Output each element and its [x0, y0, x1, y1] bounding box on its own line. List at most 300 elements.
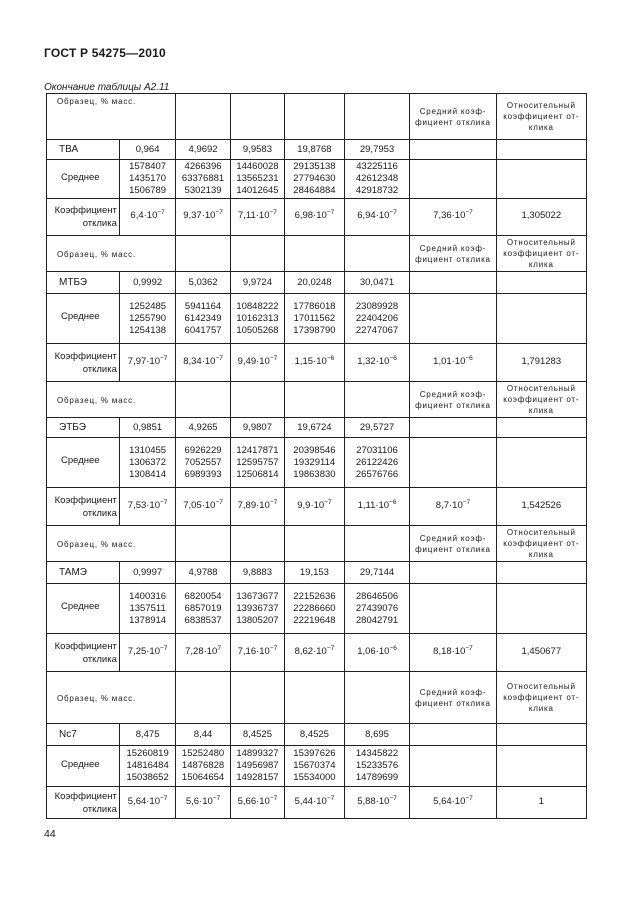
coef-exponent: −7: [160, 644, 168, 652]
concentration-value: 8,695: [344, 724, 410, 746]
peak-area-value: 6857019: [184, 602, 222, 614]
peak-area-cell: [230, 438, 284, 488]
coef-mantissa: 1,11·10: [357, 499, 390, 511]
peak-area-value: 1435170: [129, 173, 167, 184]
peak-area-value: 63376881: [181, 173, 225, 184]
response-coef-value: [344, 787, 410, 819]
peak-area-value: 14789699: [355, 772, 399, 783]
peak-area-cell: [119, 438, 175, 488]
average-label: Среднее: [47, 160, 120, 199]
response-coef-value: [285, 634, 345, 672]
peak-area-value: 14012645: [236, 185, 279, 196]
peak-area-cell: [176, 746, 230, 787]
table-caption: Окончание таблицы А2.11: [44, 82, 170, 93]
coef-exponent: −7: [389, 794, 397, 802]
peak-area-value: 28042791: [355, 614, 399, 626]
average-label: Среднее: [47, 746, 120, 787]
coef-mantissa: 1,06·10: [357, 645, 390, 657]
response-coef-label: Коэффициент отклика: [47, 488, 120, 526]
peak-area-value: 42918732: [355, 185, 399, 196]
coef-exponent: −7: [324, 498, 332, 506]
peak-area-value: 42612348: [355, 173, 399, 184]
peak-area-value: 28646506: [355, 590, 399, 602]
coef-exponent: −7: [389, 208, 397, 216]
concentration-value: 30,0471: [344, 272, 410, 294]
coef-exponent: −7: [269, 794, 278, 802]
peak-area-value: 26576766: [355, 468, 399, 480]
peak-area-row: [47, 160, 587, 199]
rel-coef-value: 1,450677: [496, 634, 586, 672]
coef-mantissa: 7,11·10: [237, 210, 270, 221]
empty-cell: [285, 236, 345, 272]
concentration-value: 9,9724: [230, 272, 284, 294]
concentration-value: 9,8883: [230, 562, 284, 584]
coef-mantissa: 7,05·10: [183, 499, 216, 511]
peak-area-value: 13936737: [236, 602, 279, 614]
sample-header-row: [47, 672, 587, 724]
concentration-value: 8,44: [176, 724, 230, 746]
response-coef-value: [230, 787, 284, 819]
peak-area-value: 15233576: [355, 760, 399, 771]
peak-area-value: 29135138: [293, 161, 336, 172]
response-coef-value: [344, 199, 410, 236]
empty-cell: [496, 584, 586, 634]
peak-area-cell: [344, 294, 410, 344]
empty-cell: [230, 672, 284, 724]
empty-cell: [496, 438, 586, 488]
coef-exponent: −6: [465, 354, 473, 362]
coef-exponent: −7: [465, 644, 473, 652]
peak-area-cell: [119, 746, 175, 787]
response-coef-value: [230, 488, 284, 526]
peak-area-value: 27439076: [355, 602, 399, 614]
peak-area-cell: [176, 160, 230, 199]
empty-cell: [410, 272, 496, 294]
peak-area-value: 22404206: [355, 312, 399, 324]
peak-area-cell: [119, 584, 175, 634]
empty-cell: [496, 724, 586, 746]
compound-name: ТАМЭ: [47, 562, 120, 584]
peak-area-value: 1255790: [129, 312, 167, 324]
peak-area-value: 1252485: [129, 300, 167, 312]
response-coef-value: [344, 488, 410, 526]
concentration-value: 9,9583: [230, 140, 284, 160]
response-coef-row: [47, 634, 587, 672]
coef-exponent: −7: [269, 498, 278, 506]
rel-coef-value: 1,791283: [496, 344, 586, 382]
peak-area-cell: [285, 438, 345, 488]
empty-cell: [410, 746, 496, 787]
compound-name: ТВА: [47, 140, 120, 160]
coef-mantissa: 8,18·10: [433, 645, 466, 657]
concentration-row: [47, 272, 587, 294]
coef-exponent: −7: [326, 208, 335, 216]
peak-area-value: 6926229: [184, 444, 222, 456]
rel-coef-header: Относительный коэффициент от- клика: [496, 526, 586, 562]
response-coef-label: Коэффициент отклика: [47, 787, 120, 819]
peak-area-value: 4266396: [184, 161, 222, 172]
peak-area-value: 12417871: [236, 444, 279, 456]
response-coef-value: [285, 344, 345, 382]
concentration-value: 19,153: [285, 562, 345, 584]
empty-cell: [410, 140, 496, 160]
peak-area-value: 1578407: [129, 161, 167, 172]
peak-area-value: 6989393: [184, 468, 222, 480]
peak-area-value: 27031106: [356, 444, 398, 456]
peak-area-value: 15397626: [293, 748, 336, 759]
peak-area-value: 1506789: [129, 185, 167, 196]
coef-exponent: −7: [465, 208, 473, 216]
avg-coef-value: [410, 634, 496, 672]
response-coef-value: [344, 634, 410, 672]
coef-mantissa: 9,9·10: [297, 499, 325, 511]
peak-area-value: 17011562: [293, 312, 336, 324]
peak-area-value: 19329114: [293, 456, 336, 468]
peak-area-value: 5302139: [184, 185, 222, 196]
peak-area-value: 22219648: [293, 614, 336, 626]
empty-cell: [496, 746, 586, 787]
peak-area-cell: [119, 160, 175, 199]
peak-area-cell: [176, 294, 230, 344]
coef-mantissa: 5,88·10: [357, 795, 390, 807]
coef-mantissa: 1,32·10: [357, 355, 390, 367]
peak-area-value: 14816484: [126, 760, 169, 771]
concentration-value: 5,0362: [176, 272, 230, 294]
empty-cell: [410, 724, 496, 746]
empty-cell: [344, 672, 410, 724]
peak-area-value: 28464884: [293, 185, 336, 196]
rel-coef-header: Относительный коэффициент от- клика: [496, 236, 586, 272]
coef-exponent: −7: [269, 208, 277, 216]
avg-coef-header: Средний коэф- фициент отклика: [410, 94, 496, 140]
coef-mantissa: 7,53·10: [127, 499, 161, 511]
sample-header-row: [47, 382, 587, 418]
empty-cell: [176, 236, 230, 272]
response-coef-value: [285, 488, 345, 526]
peak-area-cell: [285, 746, 345, 787]
peak-area-value: 14956987: [236, 760, 279, 771]
coef-exponent: −7: [157, 208, 165, 216]
coef-exponent: −7: [160, 794, 168, 802]
sample-label: Образец, % масс.: [47, 236, 176, 272]
concentration-value: 4,9788: [176, 562, 230, 584]
avg-coef-value: [410, 344, 496, 382]
empty-cell: [410, 294, 496, 344]
empty-cell: [496, 294, 586, 344]
peak-area-value: 22152636: [293, 590, 336, 602]
response-coef-value: [230, 344, 284, 382]
empty-cell: [176, 672, 230, 724]
peak-area-value: 14876828: [181, 760, 225, 771]
avg-coef-value: [410, 787, 496, 819]
response-coef-row: [47, 344, 587, 382]
peak-area-value: 15064654: [181, 772, 225, 783]
empty-cell: [410, 562, 496, 584]
empty-cell: [344, 94, 410, 140]
document-header: ГОСТ Р 54275—2010: [44, 46, 166, 60]
avg-coef-header: Средний коэф- фициент отклика: [410, 236, 496, 272]
peak-area-value: 13805207: [236, 614, 279, 626]
empty-cell: [285, 672, 345, 724]
peak-area-value: 17786018: [293, 300, 336, 312]
concentration-value: 8,4525: [230, 724, 284, 746]
empty-cell: [230, 526, 284, 562]
coef-exponent: −7: [215, 498, 223, 506]
coef-exponent: −7: [215, 354, 223, 362]
empty-cell: [176, 382, 230, 418]
response-coef-label: Коэффициент отклика: [47, 344, 120, 382]
response-coef-value: [285, 199, 345, 236]
concentration-value: 8,475: [119, 724, 175, 746]
peak-area-cell: [344, 160, 410, 199]
concentration-value: 0,9997: [119, 562, 175, 584]
average-label: Среднее: [47, 438, 120, 488]
peak-area-cell: [285, 160, 345, 199]
coef-exponent: −7: [269, 644, 278, 652]
coef-exponent: −7: [269, 354, 278, 362]
rel-coef-value: 1: [496, 787, 586, 819]
concentration-value: 19,8768: [285, 140, 345, 160]
compound-name: МТБЭ: [47, 272, 120, 294]
peak-area-value: 20398546: [293, 444, 336, 456]
response-coef-row: [47, 199, 587, 236]
response-coef-value: [119, 199, 175, 236]
empty-cell: [496, 562, 586, 584]
response-coef-row: [47, 488, 587, 526]
peak-area-value: 6838537: [184, 614, 222, 626]
response-coef-value: [176, 634, 230, 672]
empty-cell: [410, 160, 496, 199]
coef-mantissa: 5,6·10: [185, 795, 213, 807]
coef-mantissa: 8,62·10: [294, 645, 327, 657]
peak-area-cell: [230, 746, 284, 787]
compound-name: Nc7: [47, 724, 120, 746]
empty-cell: [344, 236, 410, 272]
response-coef-value: [176, 344, 230, 382]
response-coef-value: [176, 787, 230, 819]
peak-area-cell: [119, 294, 175, 344]
coef-mantissa: 6,98·10: [294, 210, 327, 221]
peak-area-value: 15534000: [293, 772, 336, 783]
concentration-row: [47, 140, 587, 160]
empty-cell: [496, 140, 586, 160]
response-coefficient-table: [46, 93, 587, 819]
concentration-row: [47, 418, 587, 438]
response-coef-row: [47, 787, 587, 819]
concentration-value: 29,7144: [344, 562, 410, 584]
coef-exponent: 7: [217, 644, 221, 652]
sample-label: Образец, % масс.: [47, 382, 176, 418]
peak-area-value: 22286660: [293, 602, 336, 614]
peak-area-value: 12506814: [236, 468, 279, 480]
concentration-value: 19,6724: [285, 418, 345, 438]
average-label: Среднее: [47, 294, 120, 344]
sample-header-row: [47, 526, 587, 562]
sample-label: Образец, % масс.: [47, 94, 176, 140]
empty-cell: [496, 418, 586, 438]
peak-area-value: 1308414: [129, 468, 167, 480]
empty-cell: [410, 418, 496, 438]
peak-area-value: 27794630: [293, 173, 336, 184]
peak-area-cell: [344, 438, 410, 488]
coef-mantissa: 7,16·10: [237, 645, 270, 657]
sample-label: Образец, % масс.: [47, 672, 176, 724]
peak-area-value: 1378914: [129, 614, 167, 626]
peak-area-cell: [176, 584, 230, 634]
concentration-value: 0,9851: [119, 418, 175, 438]
sample-label: Образец, % масс.: [47, 526, 176, 562]
response-coef-value: [119, 634, 175, 672]
sample-header-row: [47, 94, 587, 140]
peak-area-value: 13565231: [236, 173, 279, 184]
peak-area-value: 43225116: [356, 161, 398, 172]
concentration-value: 0,964: [119, 140, 175, 160]
empty-cell: [410, 584, 496, 634]
peak-area-value: 26122426: [355, 456, 399, 468]
peak-area-value: 1254138: [129, 324, 167, 336]
response-coef-value: [119, 787, 175, 819]
concentration-value: 0,9992: [119, 272, 175, 294]
rel-coef-header: Относительный коэффициент от- клика: [496, 382, 586, 418]
coef-mantissa: 6,4·10: [130, 210, 158, 221]
peak-area-value: 10505268: [236, 324, 279, 336]
coef-exponent: −7: [212, 794, 221, 802]
sample-header-row: [47, 236, 587, 272]
coef-mantissa: 8,7·10: [435, 499, 463, 511]
peak-area-value: 1310455: [129, 444, 167, 456]
coef-exponent: −7: [215, 208, 223, 216]
avg-coef-value: [410, 199, 496, 236]
empty-cell: [176, 526, 230, 562]
coef-exponent: −7: [465, 794, 473, 802]
coef-exponent: −7: [326, 644, 335, 652]
coef-mantissa: 5,44·10: [294, 795, 327, 807]
peak-area-value: 19863830: [293, 468, 336, 480]
response-coef-value: [230, 199, 284, 236]
coef-mantissa: 7,97·10: [127, 355, 161, 367]
peak-area-value: 12595757: [236, 456, 279, 468]
empty-cell: [176, 94, 230, 140]
concentration-row: [47, 724, 587, 746]
peak-area-value: 1357511: [129, 602, 166, 614]
coef-exponent: −6: [389, 644, 397, 652]
empty-cell: [496, 160, 586, 199]
peak-area-cell: [285, 584, 345, 634]
empty-cell: [344, 526, 410, 562]
coef-exponent: −6: [389, 498, 397, 506]
coef-mantissa: 9,37·10: [183, 210, 216, 221]
peak-area-value: 10848222: [236, 300, 279, 312]
coef-mantissa: 9,49·10: [237, 355, 270, 367]
rel-coef-value: 1,542526: [496, 488, 586, 526]
peak-area-value: 10162313: [236, 312, 279, 324]
coef-exponent: −7: [160, 354, 168, 362]
response-coef-label: Коэффициент отклика: [47, 634, 120, 672]
response-coef-value: [285, 787, 345, 819]
peak-area-cell: [285, 294, 345, 344]
peak-area-value: 1306372: [129, 456, 167, 468]
concentration-value: 4,9692: [176, 140, 230, 160]
empty-cell: [344, 382, 410, 418]
peak-area-cell: [230, 584, 284, 634]
avg-coef-header: Средний коэф- фициент отклика: [410, 672, 496, 724]
compound-name: ЭТБЭ: [47, 418, 120, 438]
coef-mantissa: 6,94·10: [357, 210, 390, 221]
empty-cell: [230, 94, 284, 140]
coef-exponent: −6: [326, 354, 335, 362]
response-coef-label: Коэффициент отклика: [47, 199, 120, 236]
coef-exponent: −6: [389, 354, 397, 362]
concentration-value: 20,0248: [285, 272, 345, 294]
concentration-row: [47, 562, 587, 584]
peak-area-value: 22747067: [355, 324, 399, 336]
concentration-value: 8,4525: [285, 724, 345, 746]
coef-mantissa: 1,15·10: [294, 355, 327, 367]
coef-mantissa: 5,66·10: [237, 795, 270, 807]
coef-mantissa: 7,36·10: [433, 210, 466, 221]
peak-area-value: 15670374: [293, 760, 336, 771]
empty-cell: [230, 382, 284, 418]
concentration-value: 9,9807: [230, 418, 284, 438]
peak-area-cell: [230, 294, 284, 344]
response-coef-value: [176, 488, 230, 526]
empty-cell: [410, 438, 496, 488]
concentration-value: 4,9265: [176, 418, 230, 438]
peak-area-value: 15252480: [181, 748, 225, 759]
empty-cell: [285, 382, 345, 418]
peak-area-value: 14345822: [355, 748, 399, 759]
peak-area-value: 14460028: [236, 161, 279, 172]
response-coef-value: [119, 488, 175, 526]
peak-area-row: [47, 438, 587, 488]
peak-area-value: 5941164: [184, 300, 222, 312]
coef-mantissa: 7,89·10: [237, 499, 270, 511]
peak-area-value: 14928157: [236, 772, 279, 783]
rel-coef-value: 1,305022: [496, 199, 586, 236]
empty-cell: [496, 272, 586, 294]
peak-area-value: 23089928: [355, 300, 399, 312]
peak-area-cell: [176, 438, 230, 488]
avg-coef-value: [410, 488, 496, 526]
peak-area-value: 13673677: [236, 590, 279, 602]
peak-area-cell: [344, 584, 410, 634]
peak-area-value: 6041757: [184, 324, 222, 336]
coef-exponent: −7: [462, 498, 471, 506]
response-coef-value: [176, 199, 230, 236]
coef-mantissa: 7,25·10: [127, 645, 161, 657]
response-coef-value: [344, 344, 410, 382]
coef-mantissa: 5,64·10: [127, 795, 161, 807]
response-coef-value: [230, 634, 284, 672]
avg-coef-header: Средний коэф- фициент отклика: [410, 526, 496, 562]
empty-cell: [285, 526, 345, 562]
page-number: 44: [44, 828, 56, 840]
rel-coef-header: Относительный коэффициент от- клика: [496, 672, 586, 724]
average-label: Среднее: [47, 584, 120, 634]
peak-area-value: 14899327: [236, 748, 279, 759]
peak-area-value: 6820054: [184, 590, 222, 602]
coef-exponent: −7: [326, 794, 335, 802]
peak-area-row: [47, 584, 587, 634]
peak-area-value: 7052557: [184, 456, 222, 468]
peak-area-value: 15038652: [126, 772, 169, 783]
coef-mantissa: 1,01·10: [433, 355, 466, 367]
concentration-value: 29,7953: [344, 140, 410, 160]
coef-mantissa: 8,34·10: [183, 355, 216, 367]
coef-mantissa: 7,28·10: [185, 645, 218, 657]
concentration-value: 29,5727: [344, 418, 410, 438]
peak-area-value: 6142349: [184, 312, 222, 324]
